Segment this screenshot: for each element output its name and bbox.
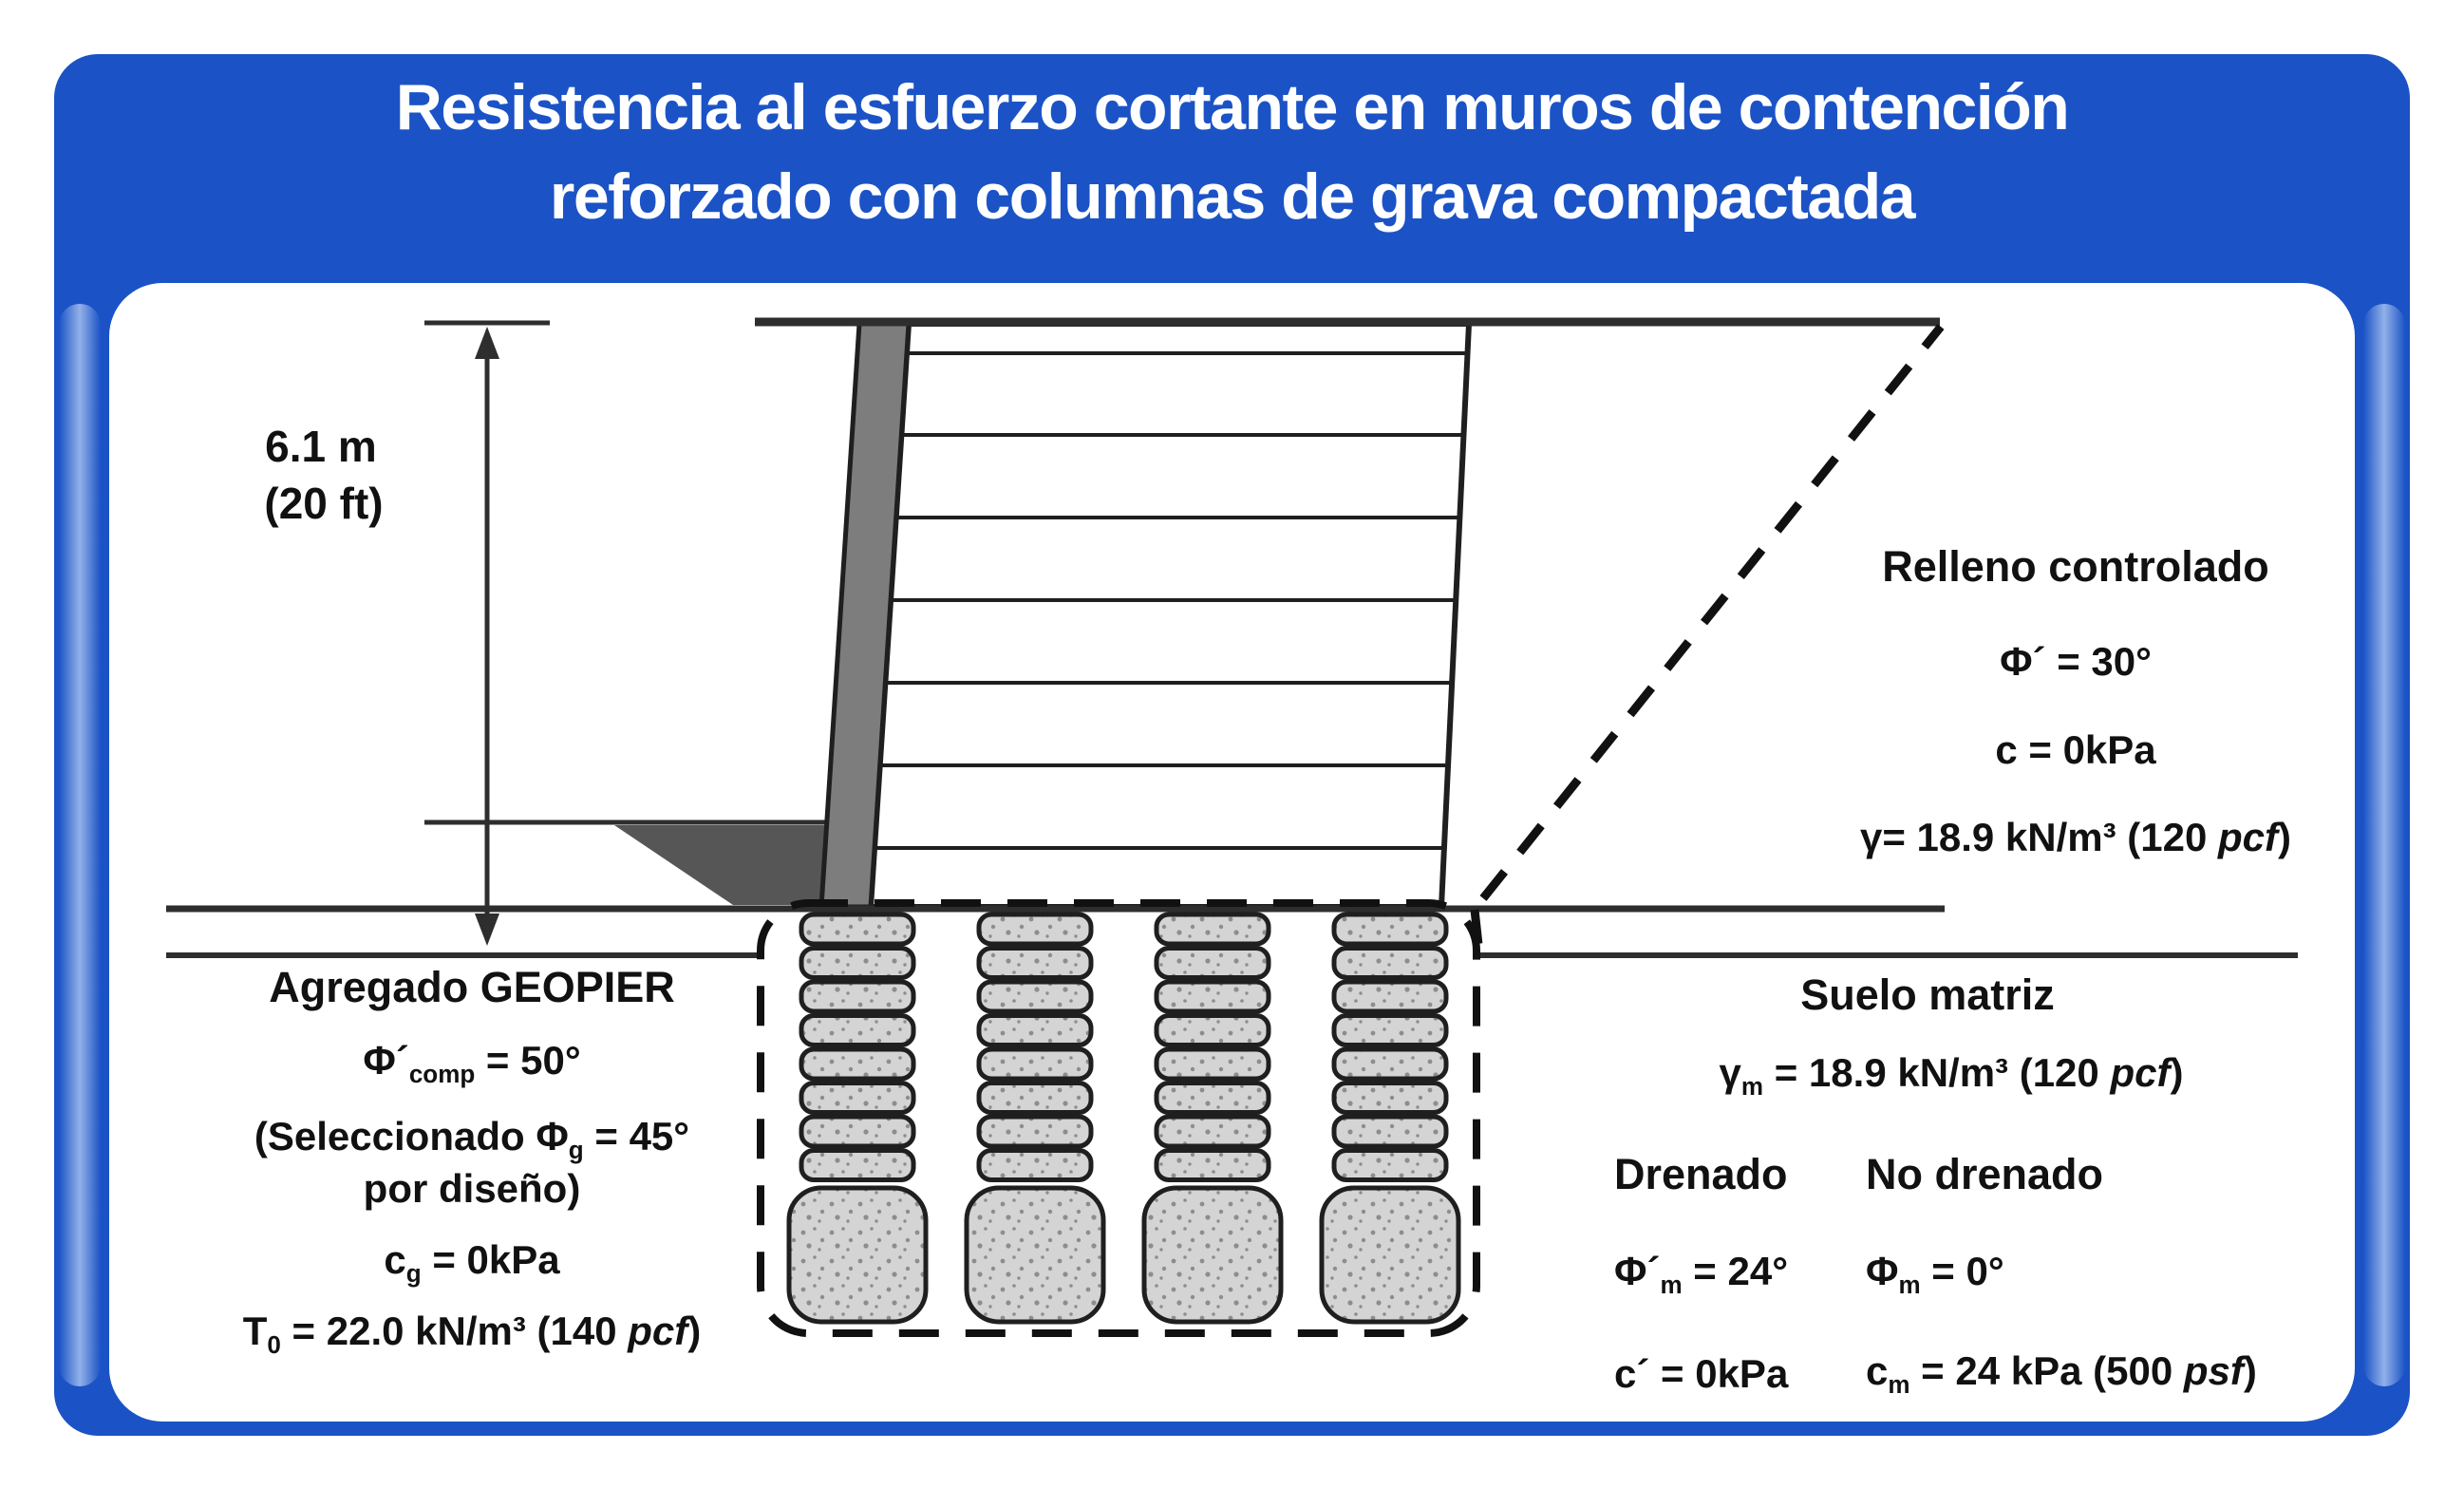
gravel-lift bbox=[1157, 949, 1269, 978]
gravel-lift bbox=[1157, 1151, 1269, 1180]
height-label-metric: 6.1 m bbox=[265, 422, 377, 471]
gravel-lift bbox=[1334, 914, 1446, 944]
gravel-bottom-bulb bbox=[1322, 1188, 1458, 1322]
gravel-lift bbox=[1334, 982, 1446, 1011]
gravel-lift bbox=[1334, 1049, 1446, 1079]
gravel-lift bbox=[801, 1049, 913, 1079]
gravel-lift bbox=[979, 1083, 1091, 1113]
dimension-arrow-down bbox=[475, 914, 499, 946]
gravel-lift bbox=[1157, 914, 1269, 944]
suelo-undrained-header: No drenado bbox=[1866, 1150, 2104, 1198]
gravel-lift bbox=[801, 914, 913, 944]
gravel-columns-group bbox=[789, 914, 1458, 1322]
gravel-lift bbox=[1157, 1016, 1269, 1045]
geopier-selected-line1: (Seleccionado $\Phi_g = 45^\circ$ bbox=[254, 1113, 690, 1165]
segmental-block-wall bbox=[821, 324, 1469, 907]
height-label-imperial: (20 ft) bbox=[264, 479, 384, 528]
relleno-cohesion: c = 0kPa bbox=[1995, 727, 2156, 772]
suelo-unit-weight: $\gamma_m = 18.9$ kN/m³ (120 pcf) bbox=[1719, 1049, 2184, 1102]
gravel-lift bbox=[979, 914, 1091, 944]
suelo-drained-phi: $\Phi´_m = 24^\circ$ bbox=[1614, 1248, 1789, 1300]
geopier-selected-line2: por diseño) bbox=[363, 1166, 581, 1211]
gravel-bottom-bulb bbox=[967, 1188, 1103, 1322]
gravel-lift bbox=[1334, 1083, 1446, 1113]
gravel-lift bbox=[979, 982, 1091, 1011]
gravel-lift bbox=[801, 1016, 913, 1045]
gravel-lift bbox=[1157, 982, 1269, 1011]
wall-body bbox=[871, 324, 1469, 907]
gravel-lift bbox=[801, 1151, 913, 1180]
gravel-lift bbox=[801, 982, 913, 1011]
page-title-line2: reforzado con columnas de grava compactada bbox=[549, 160, 1915, 233]
relleno-title: Relleno controlado bbox=[1882, 542, 2269, 591]
suelo-undrained-phi: $\Phi_m = 0^\circ$ bbox=[1866, 1248, 2004, 1300]
gravel-lift bbox=[1334, 1016, 1446, 1045]
gravel-lift bbox=[801, 1117, 913, 1146]
gravel-lift bbox=[1334, 949, 1446, 978]
height-dimension bbox=[424, 323, 550, 946]
gravel-lift bbox=[1157, 1083, 1269, 1113]
failure-plane-dashed-line bbox=[1483, 327, 1941, 898]
gravel-lift bbox=[979, 1151, 1091, 1180]
gravel-lift bbox=[1334, 1151, 1446, 1180]
gravel-lift bbox=[1157, 1117, 1269, 1146]
dimension-arrow-up bbox=[475, 327, 499, 359]
geopier-cohesion: $c_g = 0kPa$ bbox=[384, 1236, 560, 1289]
gravel-lift bbox=[979, 1016, 1091, 1045]
gravel-lift bbox=[979, 949, 1091, 978]
geopier-title: Agregado GEOPIER bbox=[269, 963, 675, 1011]
gravel-lift bbox=[979, 1049, 1091, 1079]
geopier-unit-weight: $T_0 = 22.0$ kN/m³ (140 pcf) bbox=[242, 1308, 702, 1360]
gravel-lift bbox=[801, 949, 913, 978]
suelo-drained-header: Drenado bbox=[1614, 1150, 1788, 1198]
suelo-drained-cohesion: c´ = 0kPa bbox=[1614, 1351, 1789, 1396]
gravel-bottom-bulb bbox=[789, 1188, 926, 1322]
suelo-undrained-cohesion: $c_m = 24$ kPa (500 psf) bbox=[1866, 1347, 2257, 1400]
gravel-lift bbox=[1334, 1117, 1446, 1146]
gravel-lift bbox=[979, 1117, 1091, 1146]
gravel-lift bbox=[801, 1083, 913, 1113]
page-title-line1: Resistencia al esfuerzo cortante en muros de contención bbox=[395, 71, 2069, 143]
relleno-unit-weight: γ= 18.9 kN/m³ (120 pcf) bbox=[1859, 815, 2292, 859]
gravel-bottom-bulb bbox=[1144, 1188, 1281, 1322]
gravel-lift bbox=[1157, 1049, 1269, 1079]
geopier-friction-angle: $\Phi´_{comp} = 50^\circ$ bbox=[363, 1037, 581, 1089]
relleno-friction-angle: Φ´ = 30° bbox=[2000, 639, 2152, 684]
suelo-title: Suelo matriz bbox=[1800, 970, 2055, 1019]
